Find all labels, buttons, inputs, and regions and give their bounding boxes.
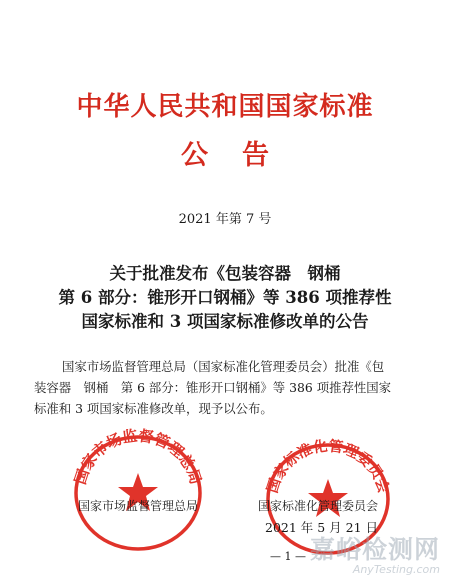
body-line-2: 装容器 钢桶 第 6 部分：锥形开口钢桶》等 386 项推荐性国家 — [34, 380, 392, 395]
watermark-en: AnyTesting.com — [352, 563, 440, 576]
body-line-1: 国家市场监督管理总局（国家标准化管理委员会）批准《包 — [62, 359, 385, 374]
seal-left-stamp — [66, 423, 210, 551]
signature-date: 2021 年 5 月 21 日 — [265, 520, 379, 535]
title-line-3: 国家标准和 3 项国家标准修改单的公告 — [81, 312, 369, 331]
notice-title: 公告 — [181, 140, 303, 171]
document-body — [34, 356, 410, 419]
seal-right-text: 国家标准化管理委员会 — [263, 437, 393, 496]
document-title — [0, 262, 450, 334]
seal-left-text: 国家市场监督管理总局 — [71, 426, 205, 487]
watermark-cn: 嘉峪检测网 — [309, 535, 440, 564]
watermark — [310, 530, 440, 576]
title-line-1: 关于批准发布《包装容器 钢桶 — [109, 264, 341, 283]
issue-number: 2021 年第 7 号 — [178, 212, 272, 227]
signature-left: 国家市场监督管理总局 — [78, 499, 199, 513]
signature-right: 国家标准化管理委员会 — [258, 499, 379, 513]
title-line-2: 第 6 部分：锥形开口钢桶》等 386 项推荐性 — [58, 288, 392, 307]
page-number: — 1 — — [270, 550, 306, 563]
body-line-3: 标准和 3 项国家标准修改单，现予以公布。 — [34, 401, 273, 416]
masthead-title: 中华人民共和国国家标准 — [76, 92, 374, 122]
